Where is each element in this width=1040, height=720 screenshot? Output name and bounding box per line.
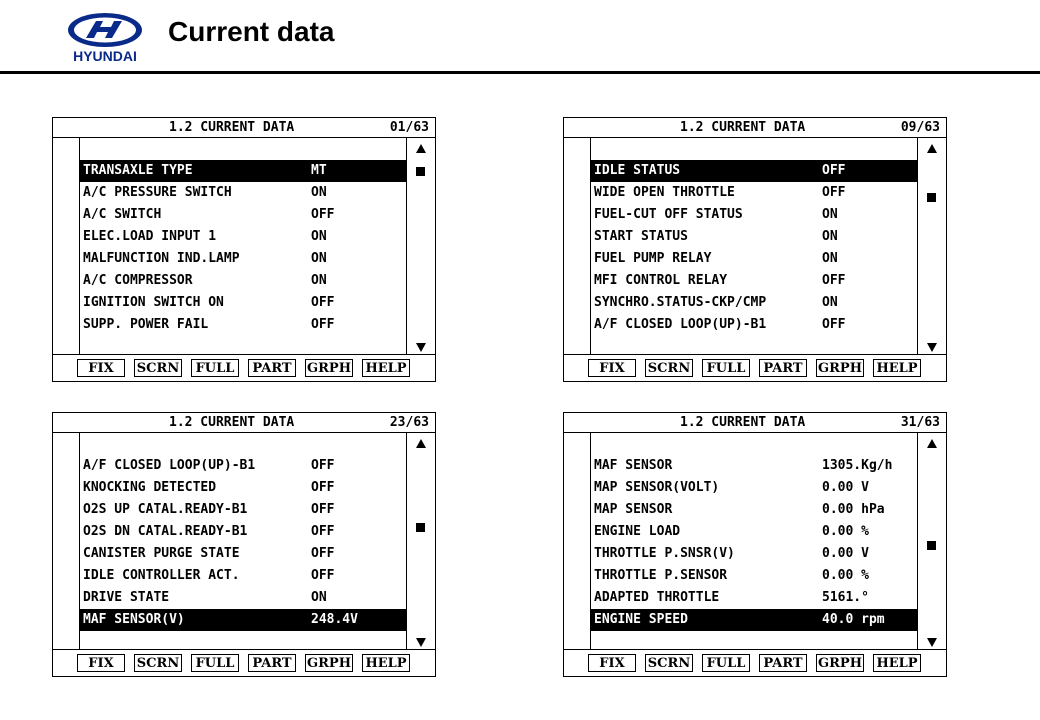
grph-key[interactable]: GRPH bbox=[305, 359, 353, 377]
data-row[interactable] bbox=[591, 314, 917, 336]
scrn-key[interactable]: SCRN bbox=[645, 654, 693, 672]
hyundai-logo bbox=[50, 10, 160, 65]
param-name: IGNITION SWITCH ON bbox=[83, 295, 224, 310]
data-list bbox=[79, 433, 407, 649]
data-row[interactable] bbox=[591, 455, 917, 477]
param-value: 248.4V bbox=[311, 612, 358, 627]
scrn-key[interactable]: SCRN bbox=[645, 359, 693, 377]
data-list bbox=[590, 138, 918, 354]
param-value: ON bbox=[822, 251, 838, 266]
param-name: IDLE CONTROLLER ACT. bbox=[83, 568, 240, 583]
data-row[interactable] bbox=[591, 609, 917, 631]
scroll-down-arrow-icon[interactable] bbox=[416, 638, 426, 647]
scroll-thumb[interactable] bbox=[416, 167, 425, 176]
param-name: CANISTER PURGE STATE bbox=[83, 546, 240, 561]
param-value: OFF bbox=[311, 317, 335, 332]
data-row[interactable] bbox=[591, 292, 917, 314]
param-value: ON bbox=[822, 295, 838, 310]
param-value: OFF bbox=[822, 317, 846, 332]
current-data-panel-1 bbox=[52, 117, 436, 382]
scrn-key[interactable]: SCRN bbox=[134, 654, 182, 672]
param-name: ENGINE SPEED bbox=[594, 612, 688, 627]
param-name: FUEL PUMP RELAY bbox=[594, 251, 712, 266]
data-row[interactable] bbox=[80, 160, 406, 182]
scroll-thumb[interactable] bbox=[927, 541, 936, 550]
panel-title: 1.2 CURRENT DATA bbox=[169, 120, 295, 135]
data-row[interactable] bbox=[80, 314, 406, 336]
fix-key[interactable]: FIX bbox=[588, 654, 636, 672]
data-row[interactable] bbox=[591, 248, 917, 270]
data-row[interactable] bbox=[80, 543, 406, 565]
data-row[interactable] bbox=[80, 292, 406, 314]
function-key-bar bbox=[53, 649, 435, 676]
scrollbar[interactable] bbox=[410, 140, 432, 356]
param-value: 0.00 V bbox=[822, 546, 869, 561]
scroll-up-arrow-icon[interactable] bbox=[927, 144, 937, 153]
param-value: 0.00 % bbox=[822, 524, 869, 539]
page-indicator: 23/63 bbox=[389, 415, 429, 430]
panel-header bbox=[564, 413, 946, 433]
scrollbar[interactable] bbox=[921, 140, 943, 356]
param-name: MAF SENSOR(V) bbox=[83, 612, 185, 627]
param-name: A/F CLOSED LOOP(UP)-B1 bbox=[83, 458, 256, 473]
fix-key[interactable]: FIX bbox=[77, 359, 125, 377]
data-row[interactable] bbox=[591, 587, 917, 609]
data-row[interactable] bbox=[80, 226, 406, 248]
help-key[interactable]: HELP bbox=[873, 359, 921, 377]
param-name: KNOCKING DETECTED bbox=[83, 480, 217, 495]
panel-title: 1.2 CURRENT DATA bbox=[169, 415, 295, 430]
grph-key[interactable]: GRPH bbox=[816, 359, 864, 377]
data-row[interactable] bbox=[591, 182, 917, 204]
data-row[interactable] bbox=[80, 182, 406, 204]
param-name: IDLE STATUS bbox=[594, 163, 681, 178]
current-data-panel-4 bbox=[563, 412, 947, 677]
panel-header bbox=[564, 118, 946, 138]
param-value: OFF bbox=[311, 502, 335, 517]
panel-title: 1.2 CURRENT DATA bbox=[680, 415, 806, 430]
panel-title: 1.2 CURRENT DATA bbox=[680, 120, 806, 135]
param-name: MALFUNCTION IND.LAMP bbox=[83, 251, 240, 266]
param-name: FUEL-CUT OFF STATUS bbox=[594, 207, 743, 222]
data-row[interactable] bbox=[80, 270, 406, 292]
hyundai-logo-mark bbox=[50, 10, 160, 65]
param-value: ON bbox=[822, 229, 838, 244]
param-name: MFI CONTROL RELAY bbox=[594, 273, 728, 288]
data-row[interactable] bbox=[591, 477, 917, 499]
param-value: OFF bbox=[311, 546, 335, 561]
data-row[interactable] bbox=[80, 248, 406, 270]
function-key-bar bbox=[564, 354, 946, 381]
data-row[interactable] bbox=[591, 160, 917, 182]
function-key-bar bbox=[564, 649, 946, 676]
data-row[interactable] bbox=[80, 477, 406, 499]
param-value: 1305.Kg/h bbox=[822, 458, 893, 473]
header-divider bbox=[0, 71, 1040, 74]
page-indicator: 09/63 bbox=[900, 120, 940, 135]
scroll-down-arrow-icon[interactable] bbox=[927, 638, 937, 647]
param-name: ADAPTED THROTTLE bbox=[594, 590, 720, 605]
param-value: OFF bbox=[822, 163, 846, 178]
param-name: A/C COMPRESSOR bbox=[83, 273, 193, 288]
scroll-thumb[interactable] bbox=[416, 523, 425, 532]
param-value: ON bbox=[311, 590, 327, 605]
scroll-down-arrow-icon[interactable] bbox=[927, 343, 937, 352]
part-key[interactable]: PART bbox=[248, 654, 296, 672]
param-value: ON bbox=[311, 229, 327, 244]
logo-wordmark: HYUNDAI bbox=[73, 48, 137, 64]
param-value: 0.00 V bbox=[822, 480, 869, 495]
data-row[interactable] bbox=[80, 499, 406, 521]
full-key[interactable]: FULL bbox=[702, 359, 750, 377]
param-value: OFF bbox=[822, 273, 846, 288]
scroll-up-arrow-icon[interactable] bbox=[416, 144, 426, 153]
current-data-panel-3 bbox=[52, 412, 436, 677]
param-value: 0.00 % bbox=[822, 568, 869, 583]
param-name: TRANSAXLE TYPE bbox=[83, 163, 193, 178]
param-name: SUPP. POWER FAIL bbox=[83, 317, 209, 332]
param-value: OFF bbox=[311, 295, 335, 310]
data-row[interactable] bbox=[591, 204, 917, 226]
param-name: O2S UP CATAL.READY-B1 bbox=[83, 502, 248, 517]
part-key[interactable]: PART bbox=[248, 359, 296, 377]
param-value: OFF bbox=[311, 458, 335, 473]
page-title: Current data bbox=[168, 16, 335, 47]
panel-header bbox=[53, 413, 435, 433]
part-key[interactable]: PART bbox=[759, 654, 807, 672]
data-row[interactable] bbox=[591, 543, 917, 565]
param-value: OFF bbox=[311, 568, 335, 583]
param-value: ON bbox=[311, 273, 327, 288]
data-row[interactable] bbox=[591, 521, 917, 543]
param-name: MAF SENSOR bbox=[594, 458, 673, 473]
param-value: 5161.° bbox=[822, 590, 869, 605]
scrollbar[interactable] bbox=[410, 435, 432, 651]
full-key[interactable]: FULL bbox=[191, 654, 239, 672]
part-key[interactable]: PART bbox=[759, 359, 807, 377]
scrn-key[interactable]: SCRN bbox=[134, 359, 182, 377]
fix-key[interactable]: FIX bbox=[77, 654, 125, 672]
data-row[interactable] bbox=[80, 204, 406, 226]
param-value: OFF bbox=[311, 524, 335, 539]
param-name: THROTTLE P.SENSOR bbox=[594, 568, 728, 583]
param-name: A/F CLOSED LOOP(UP)-B1 bbox=[594, 317, 767, 332]
param-value: ON bbox=[311, 185, 327, 200]
scroll-thumb[interactable] bbox=[927, 193, 936, 202]
param-name: START STATUS bbox=[594, 229, 688, 244]
param-name: A/C SWITCH bbox=[83, 207, 162, 222]
function-key-bar bbox=[53, 354, 435, 381]
data-row[interactable] bbox=[591, 226, 917, 248]
param-value: 0.00 hPa bbox=[822, 502, 885, 517]
param-value: MT bbox=[311, 163, 327, 178]
scrollbar[interactable] bbox=[921, 435, 943, 651]
data-row[interactable] bbox=[80, 609, 406, 631]
page-indicator: 31/63 bbox=[900, 415, 940, 430]
help-key[interactable]: HELP bbox=[873, 654, 921, 672]
data-row[interactable] bbox=[591, 565, 917, 587]
scroll-up-arrow-icon[interactable] bbox=[416, 439, 426, 448]
param-name: ENGINE LOAD bbox=[594, 524, 681, 539]
param-value: OFF bbox=[822, 185, 846, 200]
help-key[interactable]: HELP bbox=[362, 654, 410, 672]
help-key[interactable]: HELP bbox=[362, 359, 410, 377]
full-key[interactable]: FULL bbox=[191, 359, 239, 377]
data-row[interactable] bbox=[80, 565, 406, 587]
param-name: THROTTLE P.SNSR(V) bbox=[594, 546, 735, 561]
param-name: WIDE OPEN THROTTLE bbox=[594, 185, 735, 200]
param-name: MAP SENSOR(VOLT) bbox=[594, 480, 720, 495]
param-name: DRIVE STATE bbox=[83, 590, 170, 605]
param-name: SYNCHRO.STATUS-CKP/CMP bbox=[594, 295, 767, 310]
data-row[interactable] bbox=[591, 499, 917, 521]
current-data-panel-2 bbox=[563, 117, 947, 382]
scroll-up-arrow-icon[interactable] bbox=[927, 439, 937, 448]
data-row[interactable] bbox=[591, 270, 917, 292]
grph-key[interactable]: GRPH bbox=[816, 654, 864, 672]
data-row[interactable] bbox=[80, 587, 406, 609]
scroll-down-arrow-icon[interactable] bbox=[416, 343, 426, 352]
param-value: OFF bbox=[311, 207, 335, 222]
page-indicator: 01/63 bbox=[389, 120, 429, 135]
data-list bbox=[79, 138, 407, 354]
data-row[interactable] bbox=[80, 521, 406, 543]
param-value: ON bbox=[822, 207, 838, 222]
param-value: 40.0 rpm bbox=[822, 612, 885, 627]
data-list bbox=[590, 433, 918, 649]
param-name: O2S DN CATAL.READY-B1 bbox=[83, 524, 248, 539]
param-value: ON bbox=[311, 251, 327, 266]
param-name: ELEC.LOAD INPUT 1 bbox=[83, 229, 217, 244]
param-name: A/C PRESSURE SWITCH bbox=[83, 185, 232, 200]
param-name: MAP SENSOR bbox=[594, 502, 673, 517]
full-key[interactable]: FULL bbox=[702, 654, 750, 672]
data-row[interactable] bbox=[80, 455, 406, 477]
panel-header bbox=[53, 118, 435, 138]
fix-key[interactable]: FIX bbox=[588, 359, 636, 377]
param-value: OFF bbox=[311, 480, 335, 495]
grph-key[interactable]: GRPH bbox=[305, 654, 353, 672]
